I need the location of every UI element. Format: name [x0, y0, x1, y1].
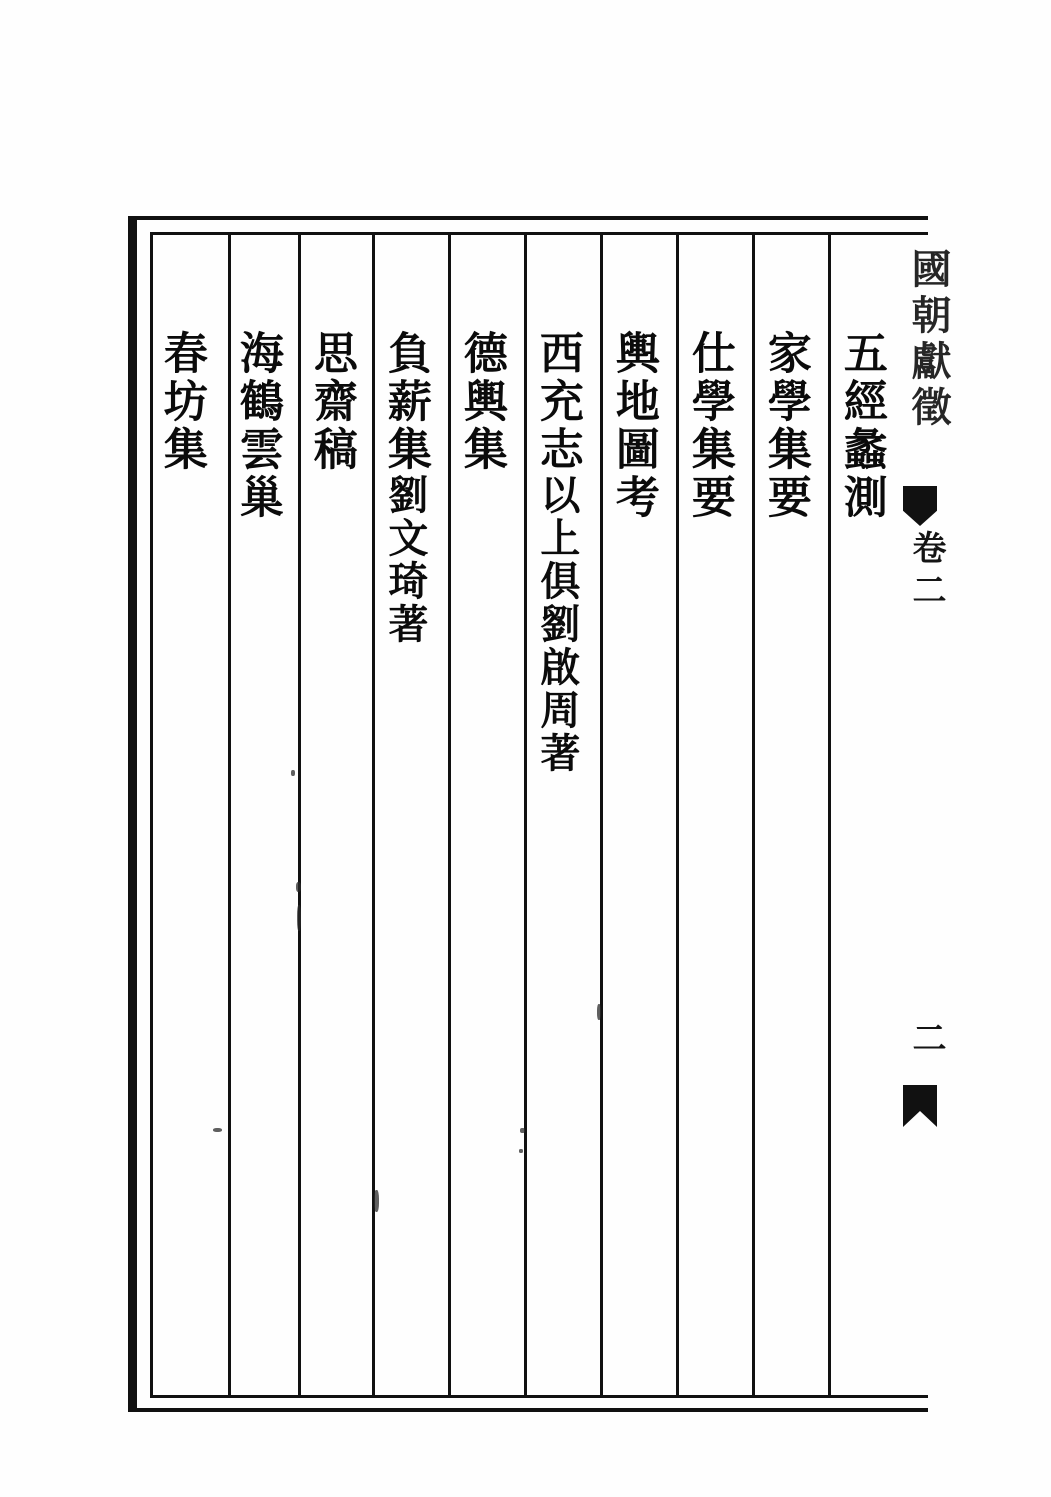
scan-speck	[519, 1149, 523, 1153]
spine-title: 國朝獻徵	[905, 248, 952, 432]
column-title: 輿地圖考	[607, 330, 659, 522]
text-column-10	[155, 330, 207, 474]
text-column-1	[835, 330, 887, 522]
column-rule	[448, 232, 451, 1398]
text-column-2	[759, 330, 811, 522]
column-title: 春坊集	[155, 330, 207, 474]
scan-speck	[297, 905, 301, 931]
column-rule	[676, 232, 679, 1398]
text-column-4	[607, 330, 659, 522]
column-rule	[752, 232, 755, 1398]
scan-speck	[597, 1004, 601, 1020]
column-rule	[372, 232, 375, 1398]
column-title: 負薪集	[379, 330, 431, 474]
text-column-5	[531, 330, 583, 775]
scan-speck	[213, 1128, 222, 1132]
text-column-9	[231, 330, 283, 522]
scan-speck	[374, 1190, 379, 1212]
column-rule	[828, 232, 831, 1398]
column-title: 海鶴雲巢	[231, 330, 283, 522]
text-column-7	[379, 330, 431, 646]
column-rule	[298, 232, 301, 1398]
text-column-8	[305, 330, 357, 474]
column-title: 德輿集	[455, 330, 507, 474]
column-title: 思齋稿	[305, 330, 357, 474]
text-column-3	[683, 330, 735, 522]
scan-speck	[520, 1128, 525, 1133]
scan-speck	[296, 882, 301, 892]
column-title: 西充志	[531, 330, 583, 474]
column-annotation: 劉文琦著	[381, 474, 429, 646]
spine-volume: 卷二	[906, 530, 946, 614]
column-annotation: 以上俱劉啟周著	[533, 474, 581, 775]
column-title: 五經蠡測	[835, 330, 887, 522]
scan-speck	[291, 770, 295, 776]
column-rule	[228, 232, 231, 1398]
column-title: 仕學集要	[683, 330, 735, 522]
column-title: 家學集要	[759, 330, 811, 522]
column-rule	[600, 232, 603, 1398]
column-rule	[524, 232, 527, 1398]
spine-page-number: 二	[906, 1020, 946, 1060]
text-column-6	[455, 330, 507, 474]
